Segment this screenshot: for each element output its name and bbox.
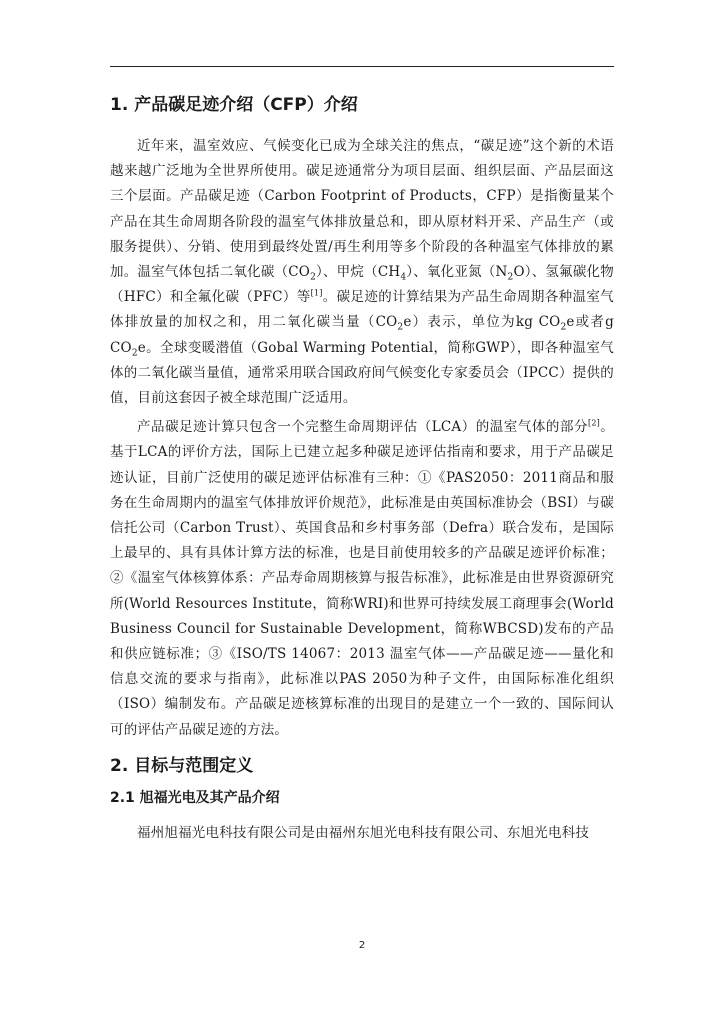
subscript: 4 [400, 272, 407, 283]
text-run: 。碳足迹的计算结果为产品生命周期各种温室气体排放量的加权之和，用二氧化碳当量（CO [110, 289, 615, 331]
section-2-1-paragraph-1: 福州旭福光电科技有限公司是由福州东旭光电科技有限公司、东旭光电科技 [137, 824, 590, 841]
section-1-paragraph-2 [110, 415, 614, 743]
text-run: e）表示，单位为kg CO [403, 314, 561, 331]
citation-1: [1] [310, 288, 323, 298]
section-1-heading: 1. 产品碳足迹介绍（CFP）介绍 [110, 95, 358, 115]
text-run: 产品碳足迹计算只包含一个完整生命周期评估（LCA）的温室气体的部分 [137, 419, 589, 436]
section-1-paragraph-1 [110, 134, 614, 411]
text-run: e。全球变暖潜值（Gobal Warming Potential，简称GWP），即各种温室气体的二氧化碳当量值，通常采用联合国政府间气候变化专家委员会（IPCC）提供的值，目前这套因子被全球范围广泛适用。 [110, 339, 614, 407]
section-2-heading: 2. 目标与范围定义 [110, 755, 254, 776]
subscript: 2 [507, 272, 514, 283]
text-run: ）、甲烷（CH [316, 264, 401, 281]
subscript: 2 [310, 272, 316, 283]
subscript: 2 [560, 323, 567, 334]
citation-2: [2] [588, 418, 600, 428]
text-run: O）、氢氟碳化物（HFC）和全氟化碳（PFC）等 [110, 264, 614, 306]
page-content [110, 92, 614, 846]
text-run: ）、氧化亚氮（N [406, 264, 508, 281]
subscript: 2 [131, 348, 138, 359]
text-run: 近年来，温室效应、气候变化已成为全球关注的焦点，“碳足迹”这个新的术语越来越广泛地为全世界所使用。碳足迹通常分为项目层面、组织层面、产品层面这三个层面。产品碳足迹（Carbon Footprint of Products，CFP）是指衡量某个产品在其生命周期各阶段的温室气体排放量总和，即从原材料开采、产品生产（或服务提供）、分销、使用到最终处置/再生利用等多个阶段的各种温室气体排放的累加。温室气体包括二氧化碳（CO [110, 138, 614, 281]
page-number: 2 [358, 940, 366, 951]
text-run: 。基于LCA的评价方法，国际上已建立起多种碳足迹评估指南和要求，用于产品碳足迹认证，目前广泛使用的碳足迹评估标准有三种：①《PAS2050：2011商品和服务在生命周期内的温室气体排放评价规范》，此标准是由英国标准协会（BSI）与碳信托公司（Carbon Trust）、英国食品和乡村事务部（Defra）联合发布，是国际上最早的、具有具体计算方法的标准，也是目前使用较多的产品碳足迹评价标准；②《温室气体核算体系：产品寿命周期核算与报告标准》，此标准是由世界资源研究所(World Resources Institute，简称WRI)和世界可持续发展工商理事会(World Business Council for Sustainable Development，简称WBCSD)发布的产品和供应链标准；③《ISO/TS 14067：2013 温室气体——产品碳足迹——量化和信息交流的要求与指南》，此标准以PAS 2050为种子文件，由国际标准化组织（ISO）编制发布。产品碳足迹核算标准的出现目的是建立一个一致的、国际间认可的评估产品碳足迹的方法。 [110, 419, 614, 738]
subscript: 2 [397, 323, 404, 334]
section-2-1-heading: 2.1 旭福光电及其产品介绍 [110, 789, 280, 806]
text-run: e或者g CO [110, 314, 614, 356]
header-rule [110, 66, 614, 67]
